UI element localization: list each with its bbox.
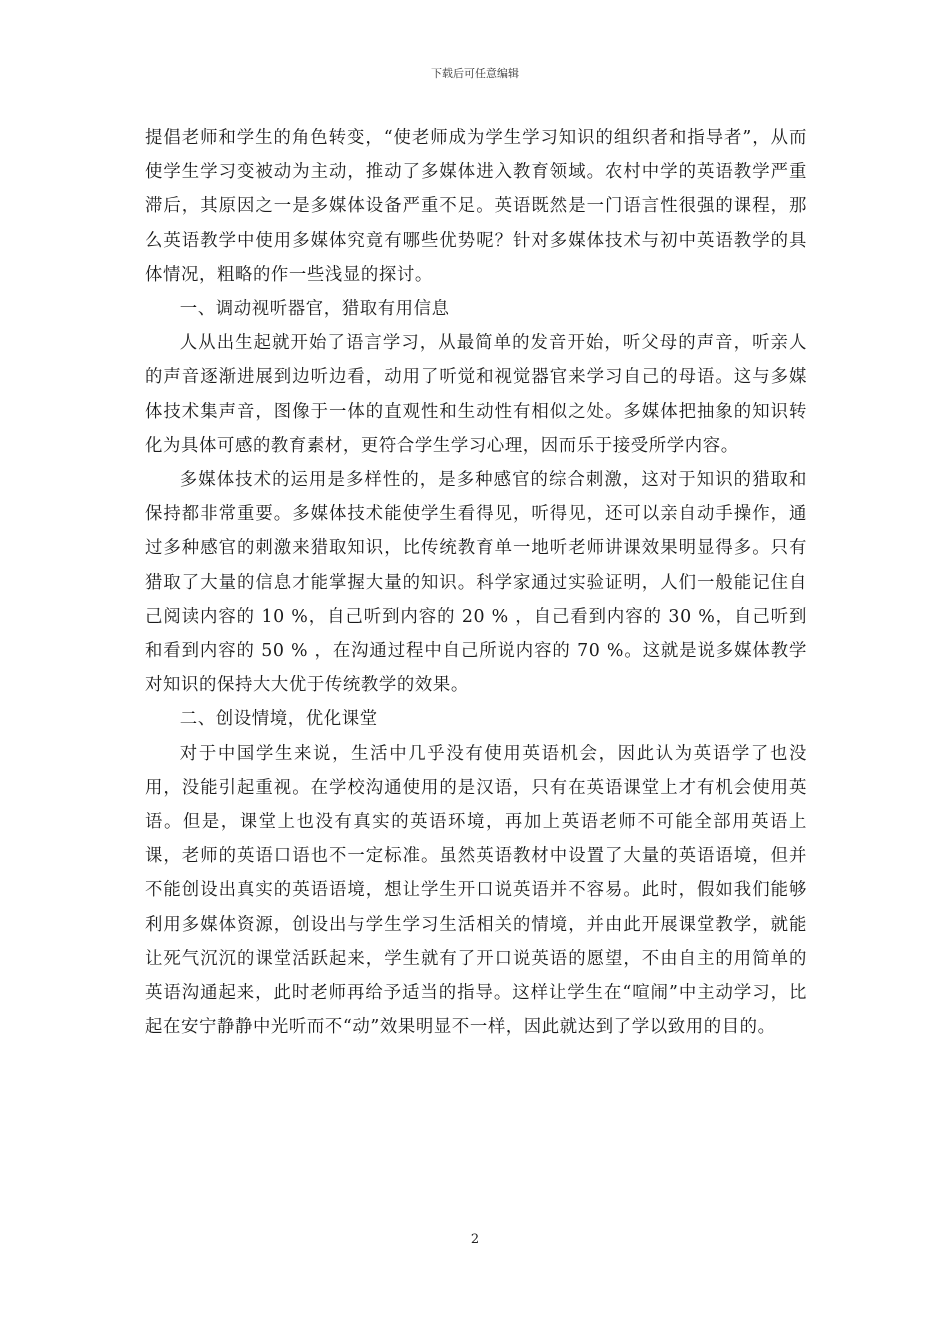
document-body — [145, 121, 807, 1044]
paragraph-language-learning: 人从出生起就开始了语言学习，从最简单的发音开始，听父母的声音，听亲人的声音逐渐进展到边听边看，动用了听觉和视觉器官来学习自己的母语。这与多媒体技术集声音，图像于一体的直观性和生动性有相似之处。多媒体把抽象的知识转化为具体可感的教育素材，更符合学生学习心理，因而乐于接受所学内容。 — [145, 333, 807, 456]
page-number: 2 — [470, 1232, 480, 1247]
paragraph-intro-continued: 提倡老师和学生的角色转变，“使老师成为学生学习知识的组织者和指导者”，从而使学生学习变被动为主动，推动了多媒体进入教育领域。农村中学的英语教学严重滞后，其原因之一是多媒体设备严重不足。英语既然是一门语言性很强的课程，那么英语教学中使用多媒体究竟有哪些优势呢？针对多媒体技术与初中英语教学的具体情况，粗略的作一些浅显的探讨。 — [145, 128, 807, 285]
paragraph-create-context: 对于中国学生来说，生活中几乎没有使用英语机会，因此认为英语学了也没用，没能引起重视。在学校沟通使用的是汉语，只有在英语课堂上才有机会使用英语。但是，课堂上也没有真实的英语环境，再加上英语老师不可能全部用英语上课，老师的英语口语也不一定标准。虽然英语教材中设置了大量的英语语境，但并不能创设出真实的英语语境，想让学生开口说英语并不容易。此时，假如我们能够利用多媒体资源，创设出与学生学习生活相关的情境，并由此开展课堂教学，就能让死气沉沉的课堂活跃起来，学生就有了开口说英语的愿望，不由自主的用简单的英语沟通起来，此时老师再给予适当的指导。这样让学生在“喧闹”中主动学习，比起在安宁静静中光听而不“动”效果明显不一样，因此就达到了学以致用的目的。 — [145, 743, 807, 1038]
paragraph-multimedia-senses: 多媒体技术的运用是多样性的，是多种感官的综合刺激，这对于知识的猎取和保持都非常重要。多媒体技术能使学生看得见，听得见，还可以亲自动手操作，通过多种感官的刺激来猎取知识，比传统教育单一地听老师讲课效果明显得多。只有猎取了大量的信息才能掌握大量的知识。科学家通过实验证明，人们一般能记住自己阅读内容的 10 %，自己听到内容的 20 % ，自己看到内容的 30 %，自己听到和看到内容的 50 % ，在沟通过程中自己所说内容的 70 %。这就是说多媒体教学对知识的保持大大优于传统教学的效果。 — [145, 470, 807, 696]
section-heading-2: 二、创设情境，优化课堂 — [179, 709, 378, 730]
page-header-note: 下载后可任意编辑 — [431, 67, 519, 80]
section-heading-1: 一、调动视听器官，猎取有用信息 — [179, 299, 450, 320]
